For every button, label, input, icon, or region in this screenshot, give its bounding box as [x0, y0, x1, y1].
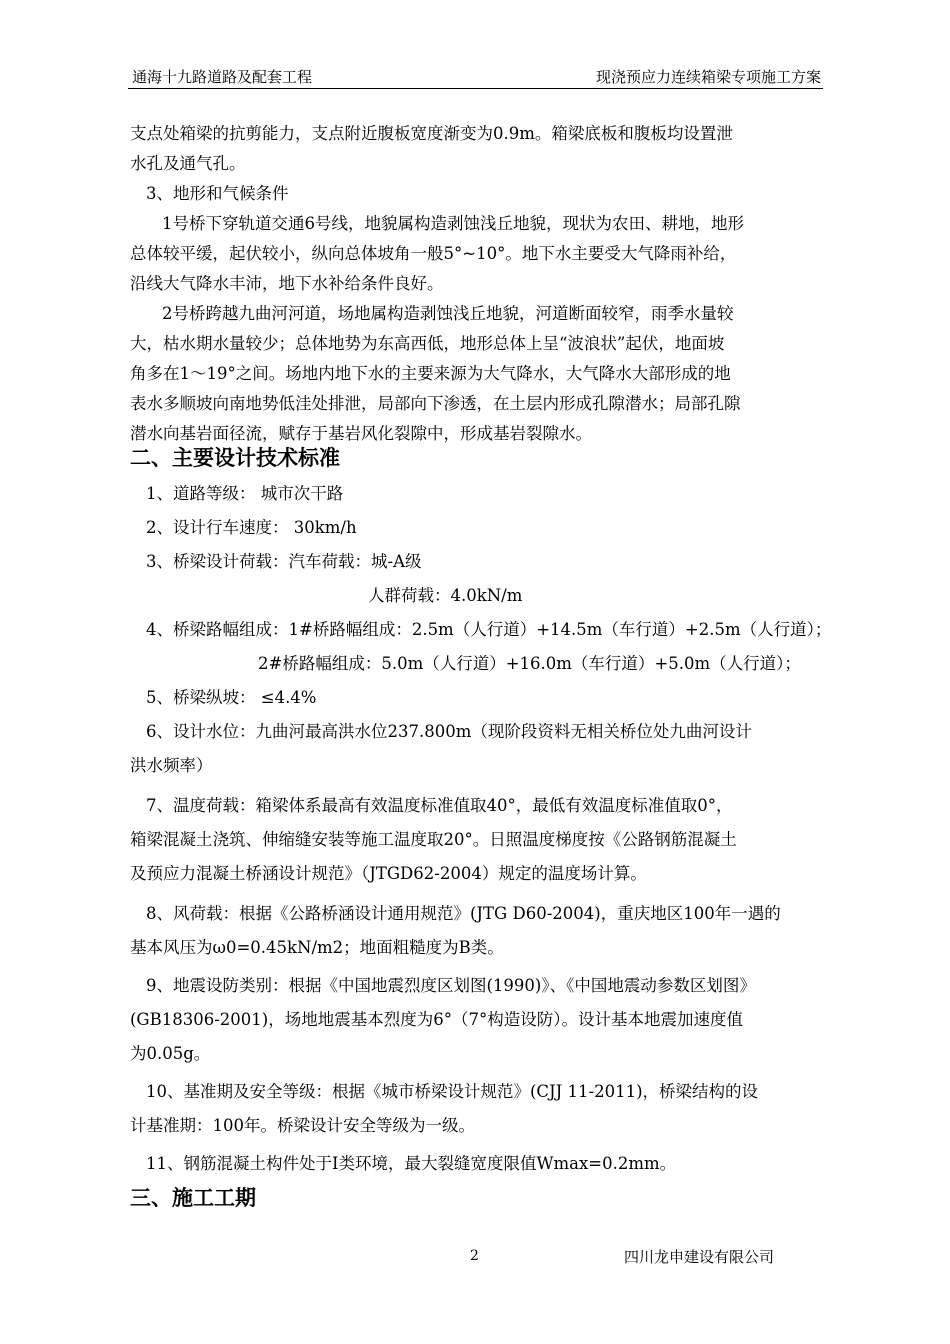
- footer-company-name: 四川龙申建设有限公司: [624, 1248, 775, 1266]
- standard-item: 2、设计行车速度： 30km/h: [146, 518, 357, 537]
- standard-item: 计基准期：100年。桥梁设计安全等级为一级。: [130, 1116, 475, 1135]
- standard-item: 基本风压为ω0=0.45kN/m2；地面粗糙度为B类。: [130, 938, 504, 957]
- standard-item: 6、设计水位：九曲河最高洪水位237.800m（现阶段资料无相关桥位处九曲河设计: [146, 722, 752, 741]
- page-header: [128, 64, 823, 89]
- standard-item: 4、桥梁路幅组成：1#桥路幅组成：2.5m（人行道）+14.5m（车行道）+2.5m（人行道）；: [146, 620, 832, 639]
- standard-item: 5、桥梁纵坡： ≤4.4%: [146, 688, 317, 707]
- paragraph-line: 支点处箱梁的抗剪能力，支点附近腹板宽度渐变为0.9m。箱梁底板和腹板均设置泄: [130, 124, 733, 143]
- standard-item: 9、地震设防类别：根据《中国地震烈度区划图(1990)》、《中国地震动参数区划图》: [146, 976, 756, 995]
- standard-item: 箱梁混凝土浇筑、伸缩缝安装等施工温度取20°。日照温度梯度按《公路钢筋混凝土: [130, 830, 737, 849]
- paragraph-line: 2号桥跨越九曲河河道，场地属构造剥蚀浅丘地貌，河道断面较窄，雨季水量较: [162, 304, 734, 323]
- header-project-name: 通海十九路道路及配套工程: [132, 68, 313, 86]
- paragraph-line: 潜水向基岩面径流，赋存于基岩风化裂隙中，形成基岩裂隙水。: [130, 424, 592, 443]
- standard-item: 11、钢筋混凝土构件处于Ⅰ类环境，最大裂缝宽度限值Wmax=0.2mm。: [146, 1154, 677, 1173]
- standard-item: 7、温度荷载：箱梁体系最高有效温度标准值取40°，最低有效温度标准值取0°，: [146, 796, 733, 815]
- standard-item: 10、基准期及安全等级：根据《城市桥梁设计规范》(CJJ 11-2011)，桥梁结构的设: [146, 1082, 759, 1101]
- standard-item: (GB18306-2001)，场地地震基本烈度为6°（7°构造设防）。设计基本地震加速度值: [130, 1010, 743, 1029]
- standard-item: 洪水频率）: [130, 756, 213, 775]
- standard-item: 2#桥路幅组成：5.0m（人行道）+16.0m（车行道）+5.0m（人行道）；: [258, 654, 801, 673]
- header-document-title: 现浇预应力连续箱梁专项施工方案: [595, 68, 821, 86]
- paragraph-line: 表水多顺坡向南地势低洼处排泄，局部向下渗透，在土层内形成孔隙潜水；局部孔隙: [130, 394, 741, 413]
- page-number: 2: [470, 1248, 479, 1264]
- paragraph-line: 大，枯水期水量较少；总体地势为东高西低，地形总体上呈“波浪状”起伏，地面坡: [130, 334, 725, 353]
- subheading-terrain: 3、地形和气候条件: [146, 184, 289, 203]
- paragraph-line: 总体较平缓，起伏较小，纵向总体坡角一般5°~10°。地下水主要受大气降雨补给，: [130, 244, 737, 263]
- standard-item: 人群荷载：4.0kN/m: [368, 586, 523, 605]
- section-heading-construction-period: 三、施工工期: [130, 1186, 256, 1210]
- standard-item: 3、桥梁设计荷载：汽车荷载：城-A级: [146, 552, 422, 571]
- standard-item: 为0.05g。: [130, 1044, 211, 1063]
- standard-item: 8、风荷载：根据《公路桥涵设计通用规范》(JTG D60-2004)，重庆地区100年一遇的: [146, 904, 781, 923]
- paragraph-line: 沿线大气降水丰沛，地下水补给条件良好。: [130, 274, 444, 293]
- standard-item: 及预应力混凝土桥涵设计规范》（JTGD62-2004）规定的温度场计算。: [130, 864, 647, 883]
- standard-item: 1、道路等级： 城市次干路: [146, 484, 344, 503]
- paragraph-line: 角多在1～19°之间。场地内地下水的主要来源为大气降水，大气降水大部形成的地: [130, 364, 731, 383]
- paragraph-line: 水孔及通气孔。: [130, 154, 246, 173]
- section-heading-design-standards: 二、主要设计技术标准: [130, 446, 340, 470]
- paragraph-line: 1号桥下穿轨道交通6号线，地貌属构造剥蚀浅丘地貌，现状为农田、耕地，地形: [162, 214, 744, 233]
